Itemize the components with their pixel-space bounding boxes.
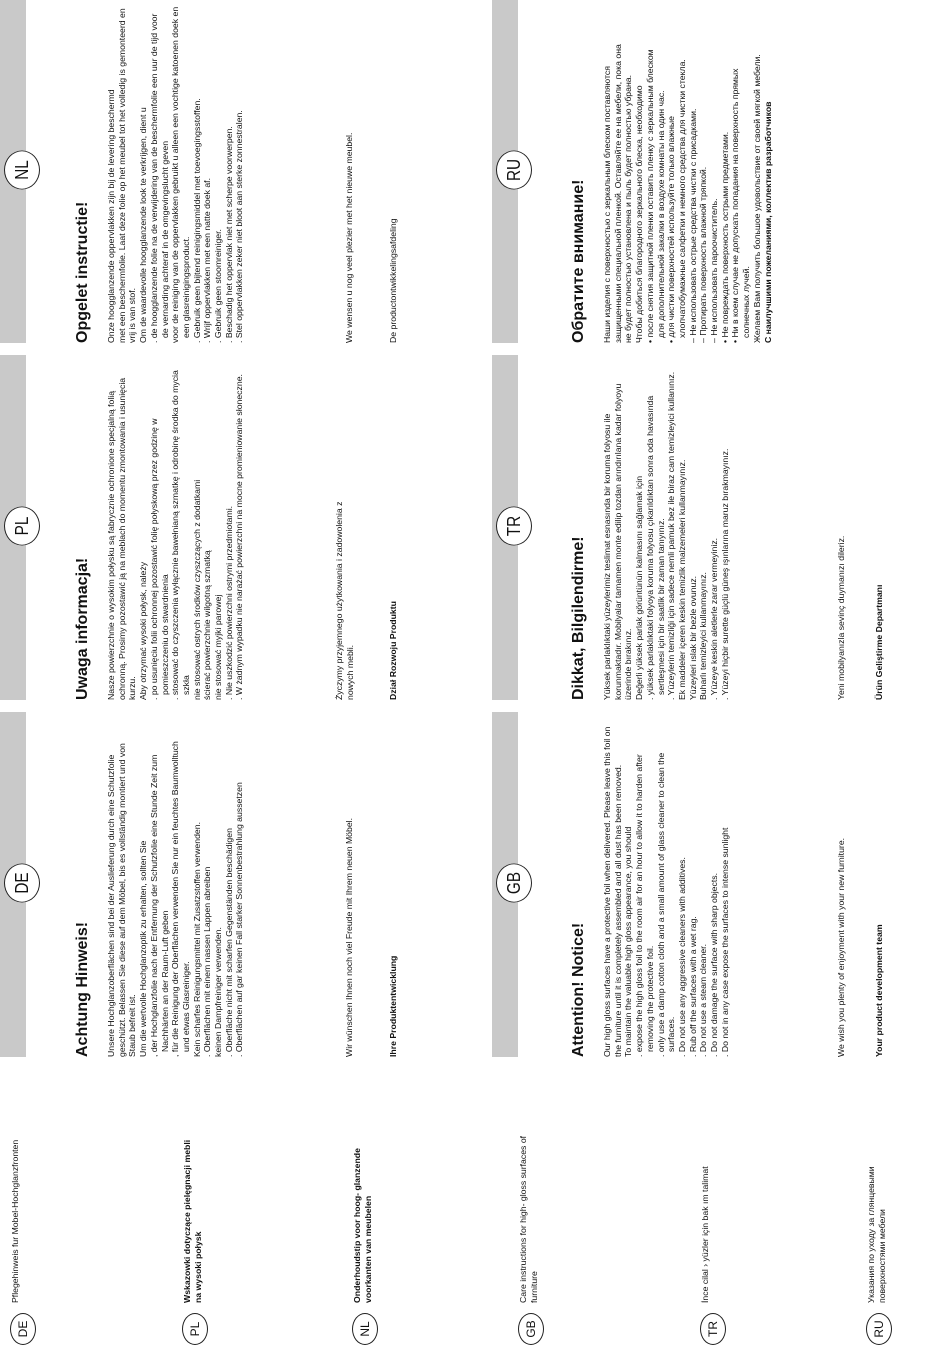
body-ru [602,43,773,343]
section-pl [74,365,245,700]
text-line: . Rub off the surfaces with a wet rag. [687,916,698,1057]
text-line: . po usunięciu folii ochronnej pozostawić folię połyskową przez godzinę w pomieszczeniu do stwardnienia [148,418,170,700]
text-line: . Oberfläche nicht mit scharfen Gegenständen beschädigen [223,828,234,1057]
text-line: voor de reiniging van de oppervlakken gebruikt u alleen een vochtige katoenen doek en een glasreinigingsproduct. [170,6,191,343]
text-line: . W żadnym wypadku nie narażać powierzchni na mocne promieniowanie słoneczne. [234,374,245,700]
text-line: . Do not use any aggressive cleaners with additives. [676,857,687,1057]
text-line: . Do not in any case expose the surfaces to intense sunlight [719,827,730,1057]
text-line: keinen Dampfreiniger verwenden. [213,927,224,1057]
body-pl [106,365,245,700]
text-line: – Не использовать пароочиститель. [709,198,720,343]
text-line: . only use a damp cotton cloth and a small amount of glass cleaner to clean the surfaces. [655,752,677,1057]
text-line: . Yüzeye keskin aletlerle zarar vermeyiniz. [709,537,720,700]
wish-pl: Życzymy przyjemnego użytkowania i zadowolenia z nowych mebli. [334,501,355,700]
text-line: . Stel oppervlakken zeker niet bloot aan sterke zonnestralen. [234,110,245,343]
text-line: Kein scharfes Reinigungsmittel mit Zusatzstoffen verwenden. [191,822,202,1057]
index-label-tr: İnce cilal › yüzler için bak ım talimat [700,1166,710,1303]
column-nl-ru [0,0,950,343]
text-line: To maintain the valuable high gloss appearance, you should [623,826,634,1057]
pl-badge: PL [4,507,40,546]
pl-badge: PL [182,1313,208,1345]
section-tr [570,360,730,700]
index-label-nl: Onderhoudstip voor hoog- glanzende voorkanten van meubelen [352,1148,373,1303]
language-index [0,1123,950,1353]
section-nl [74,5,245,343]
text-line: С наилучшими пожеланиями, коллектив разработчиков [762,101,773,343]
text-line: Желаем Вам получить большое удовольствие от своей мягкой мебели. [751,54,762,343]
text-line: . Oberflächen mit einem nassen Lappen abreiben [202,866,213,1057]
text-line: • Ни в коем случае не допускать попадания на поверхность прямых солнечных лучей. [730,68,752,343]
text-line: nie stosować ostrych środków czyszczących z dodatkami [191,479,202,700]
text-line: , für die Reinigung der Oberflächen verwenden Sie nur ein feuchtes Baumwolltuch und etwas Glasreiniger. [170,741,191,1057]
wish-tr: Yeni mobilyanızla sevinç duymanızı dileriz. [836,535,846,700]
text-line: – Не использовать острые средства чистки с присадками. [687,108,698,343]
text-line: . Gebruik geen stoomreiniger. [213,229,224,343]
text-line: Наши изделия с поверхностью с зеркальным блеском поставляются защищенными специальной пленкой. Оставляйте ее на мебели, пока она не будет полностью установлена и пыль будет полностью убрана. [602,44,634,343]
gb-badge: GB [496,864,532,903]
text-line: . Gebruik geen bijtend reinigingsmiddel met toevoegingsstoffen. [191,98,202,343]
text-line: Aby otrzymać wysoki połysk, należy [138,561,149,700]
text-line: – Протирать поверхность влажной тряпкой. [698,166,709,343]
text-line: . de hoogglanzende folie na de verwijdering van de beschermfolie een uur de tijd voor de vernarding achteraf in de omgevingslucht geven [148,13,170,343]
text-line: Чтобы добиться благородного зеркального блеска, необходимо [634,85,645,343]
text-line: Unsere Hochglanzoberflächen sind bei der Auslieferung durch eine Schutzfolie geschützt. Belassen Sie diese auf dem Möbel, bis es vollständig montiert und von Staub befreit ist. [106,743,138,1057]
text-line: nie stosować myjki parowej [213,594,224,700]
text-line: , der Hochglanzfolie nach der Entfernung der Schutzfolie eine Stunde Zeit zum Nachhärten an der Raum-Luft geben [148,754,170,1057]
heading-nl: Opgelet instructie! [74,201,91,343]
nl-badge: NL [4,151,40,190]
text-line: Nasze powierzchnie o wysokim połysku są fabrycznie ochronione specjalną folią ochronną. Prosimy pozostawić ją na meblach do momentu zmontowania i usunięcia kurzu. [106,377,138,700]
index-label-gb: Care instructions for high- gloss surfaces of furniture [518,1135,539,1303]
ru-badge: RU [866,1313,892,1345]
dept-tr: Ürün Geliştirme Departmanı [874,584,884,700]
tr-badge: TR [496,507,532,546]
wish-gb: We wish you plenty of enjoyment with your new furniture. [836,837,846,1057]
nl-badge: NL [352,1313,378,1345]
column-pl-tr [0,355,950,700]
text-line: Ek maddeler içeren keskin temizlik malzemeleri kullanmayınız. [676,459,687,700]
section-gb [570,717,730,1057]
wish-nl: We wensen u nog veel plezier met het nieuwe meubel. [344,132,354,343]
text-line: Onze hoogglanzende oppervlakken zijn bij de levering beschermd [106,89,116,343]
text-line: . Do not use a steam cleaner. [698,943,709,1057]
text-line: . Yüzeylerin temizliği için sadece nemli pamuk bez ile biraz cam temizleyici kullanınız. [666,371,677,700]
heading-tr: Dikkat, Bilgilendirme! [570,536,587,700]
text-line: . Do not damage the surface with sharp objects. [709,873,720,1057]
text-line: . Yüzeyi hiçbir surette güçlü güneş ışınlarına maruz bırakmayınız. [719,448,730,700]
section-ru [570,43,773,343]
text-line: Um die wertvolle Hochglanzoptik zu erhalten, sollten Sie [138,840,149,1057]
dept-pl: Dział Rozwoju Produktu [388,601,398,700]
dept-de: Ihre Produktentwicklung [388,955,398,1057]
index-label-de: Pflegehinweis fur Mobel-Hochglanzfronten [10,1139,20,1303]
gb-badge: GB [518,1313,544,1345]
text-line: Değerli yüksek parlak görüntünün kalmasını sağlamak için [634,475,645,700]
tr-badge: TR [700,1313,726,1345]
text-line: . Oberflächen auf gar keinen Fall starker Sonnenbestrahlung aussetzen [234,782,245,1057]
text-line: Om de waardevolle hoogglanzende look te verkrijgen, dient u [138,107,149,343]
index-label-ru: Указания по уходу за глянцевыми поверхностями мебели [866,1166,887,1303]
dept-gb: Your product development team [874,924,884,1057]
text-line: . stosować do czyszczenia wyłącznie bawełnianą szmatkę i odrobinę środka do mycia szkła [170,370,191,700]
dept-nl: De productontwikkelingsafdeling [388,218,398,343]
body-tr [602,360,730,700]
text-line: • для чистки поверхностей используйте только влажные хлопчатобумажные салфетки и немного средства для чистки стекла. [666,59,687,343]
text-line: . Nie uszkodzić powierzchni ostrymi przedmiotami. [223,505,234,700]
section-de [74,727,245,1057]
text-line: Our high gloss surfaces have a protective foil when delivered. Please leave this foil on the furniture until it is completely assembled and all dust has been removed. [602,726,623,1057]
de-badge: DE [4,864,40,903]
text-line: ścierać powierzchnie wilgotną szmatką [202,550,213,700]
text-line: . Beschadig het oppervlak niet met scherpe voorwerpen. [223,126,234,343]
text-line: Yüzeyleri ıslak bir bezle ovunuz. [687,575,698,700]
heading-pl: Uwaga informacja! [74,557,91,700]
heading-de: Achtung Hinweis! [74,921,91,1057]
ru-badge: RU [496,151,532,190]
text-line: • после снятия защитной пленки оставить пленку с зеркальным блеском для дополнительной закалки в воздухе комнаты на один час. [644,49,666,343]
text-line: • Не повреждать поверхность острыми предметами. [719,131,730,343]
wish-de: Wir wünschen Ihnen noch viel Freude mit Ihrem neuen Möbel. [344,817,354,1057]
body-nl [106,5,245,343]
body-de [106,727,245,1057]
heading-ru: Обратите внимание! [570,179,587,343]
index-label-pl: Wskazowki dotyczące pielęgnacji mebli na wysoki połysk [182,1139,203,1303]
column-de-gb [0,712,950,1057]
text-line: . yüksek parlaklıktaki folyoya koruma folyosu çıkarıldıktan sonra oda havasında sertleşmesi için bir saatlik bir zaman tanıyınız. [644,395,666,700]
heading-gb: Attention! Notice! [570,922,587,1057]
text-line: . Wrijf oppervlakken met een natte doek af. [202,178,213,343]
de-badge: DE [10,1313,36,1345]
body-gb [602,717,730,1057]
text-line: Buharlı temizleyici kullanmayınız. [698,572,709,700]
text-line: Yüksek parlaklıktaki yüzeylerimiz teslimat esnasında bir koruma folyosu ile korunmaktadır. Mobilyalar tamamen monte edilip tozdan arındırılana kadar folyoyu üzerinde bırakınız. [602,383,634,700]
text-line: met een beschermfolie. Laat deze folie op het meubel tot het volledig is gemonteerd en vrij is van stof. [116,8,138,343]
text-line: . expose the high gloss foil to the room air for an hour to allow it to harden after removing the protective foil. [634,754,655,1057]
